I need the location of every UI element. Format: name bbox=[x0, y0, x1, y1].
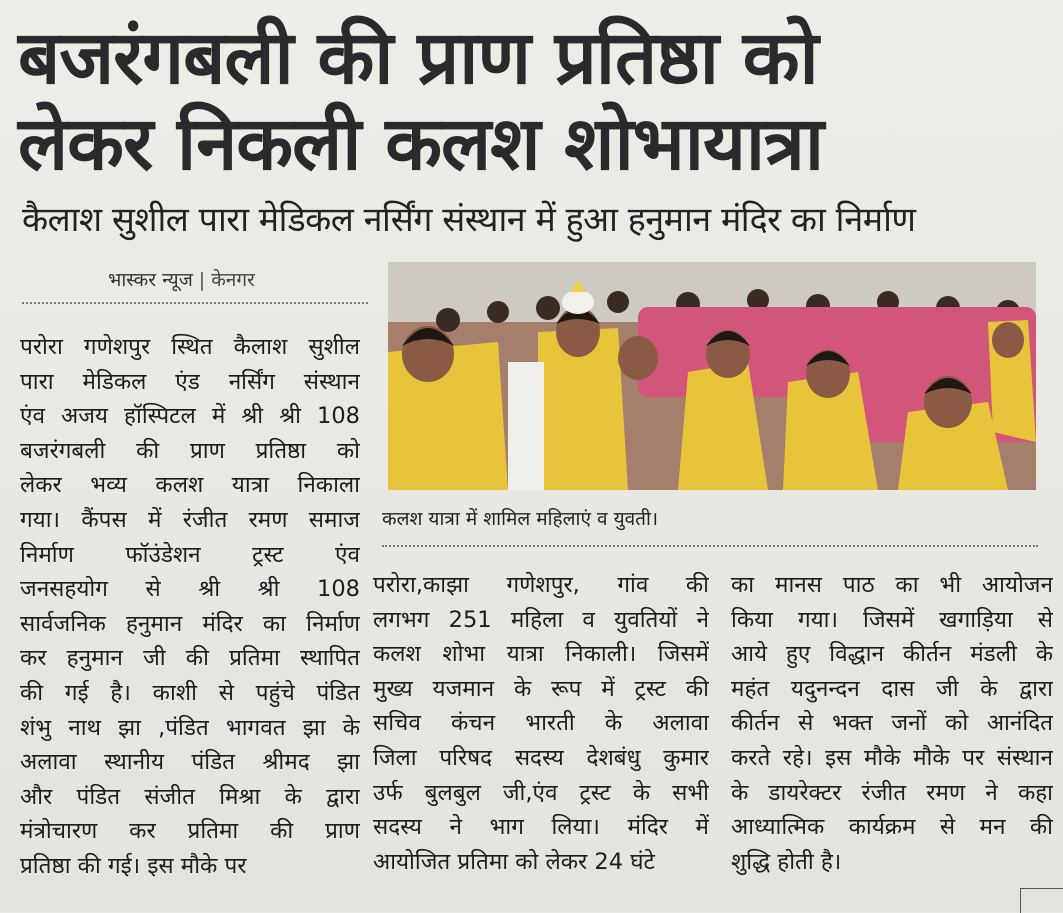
news-photo bbox=[388, 262, 1036, 490]
article-column-1 bbox=[20, 330, 360, 884]
photo-caption: कलश यात्रा में शामिल महिलाएं व युवती। bbox=[382, 508, 659, 530]
column-line: महंत यदुनन्दन दास जी के द्वारा bbox=[731, 675, 1053, 702]
procession-illustration bbox=[388, 262, 1036, 490]
column-line: परोरा,काझा गणेशपुर, गांव की bbox=[373, 572, 709, 598]
subheadline: कैलाश सुशील पारा मेडिकल नर्सिंग संस्थान में हुआ हनुमान मंदिर का निर्माण bbox=[22, 200, 916, 240]
byline-separator: | bbox=[198, 269, 206, 291]
column-line: की गई है। काशी से पहुंचे पंडित bbox=[20, 679, 360, 706]
headline-line-1: बजरंगबली की प्राण प्रतिष्ठा को bbox=[18, 15, 818, 101]
column-line: आये हुए विद्धान कीर्तन मंडली के bbox=[731, 641, 1053, 668]
column-line: मंत्रोचारण कर प्रतिमा की प्राण bbox=[20, 818, 360, 845]
column-line: कर हनुमान जी की प्रतिमा स्थापित bbox=[20, 645, 360, 672]
column-line: करते रहे। इस मौके मौके पर संस्थान bbox=[731, 744, 1053, 771]
column-line: मुख्य यजमान के रूप में ट्रस्ट की bbox=[373, 675, 709, 702]
column-line: प्रतिष्ठा की गई। इस मौके पर bbox=[20, 852, 247, 879]
column-line: एंव अजय हॉस्पिटल में श्री श्री 108 bbox=[20, 403, 360, 430]
caption-divider bbox=[382, 545, 1038, 547]
column-line: कलश शोभा यात्रा निकाली। जिसमें bbox=[373, 641, 709, 668]
column-line: किया गया। जिसमें खगाड़िया से bbox=[731, 606, 1053, 633]
column-line: आध्यात्मिक कार्यक्रम से मन की bbox=[731, 814, 1053, 841]
column-line: गया। कैंपस में रंजीत रमण समाज bbox=[20, 506, 360, 533]
column-line: सदस्य ने भाग लिया। मंदिर में bbox=[373, 814, 709, 841]
headline-line-2: लेकर निकली कलश शोभायात्रा bbox=[18, 101, 824, 187]
byline-divider bbox=[22, 302, 368, 304]
column-line: आयोजित प्रतिमा को लेकर 24 घंटे bbox=[373, 848, 655, 875]
column-line: का मानस पाठ का भी आयोजन bbox=[731, 572, 1053, 598]
byline-place: केनगर bbox=[211, 269, 255, 291]
article-column-2 bbox=[373, 568, 709, 879]
column-line: बजरंगबली की प्राण प्रतिष्ठा को bbox=[20, 437, 360, 464]
column-line: कीर्तन से भक्त जनों को आनंदित bbox=[731, 710, 1053, 737]
byline bbox=[108, 266, 255, 292]
column-line: जिला परिषद सदस्य देशबंधु कुमार bbox=[373, 744, 709, 771]
column-line: लेकर भव्य कलश यात्रा निकाला bbox=[20, 472, 360, 499]
column-line: सचिव कंचन भारती के अलावा bbox=[373, 710, 709, 737]
column-line: अलावा स्थानीय पंडित श्रीमद झा bbox=[20, 749, 360, 776]
column-line: पारा मेडिकल एंड नर्सिंग संस्थान bbox=[20, 368, 360, 395]
column-line: निर्माण फॉउंडेशन ट्रस्ट एंव bbox=[20, 541, 360, 568]
column-line: और पंडित संजीत मिश्रा के द्वारा bbox=[20, 783, 360, 810]
column-line: उर्फ बुलबुल जी,एंव ट्रस्ट के सभी bbox=[373, 779, 709, 806]
column-line: शुद्धि होती है। bbox=[731, 848, 842, 875]
column-line: जनसहयोग से श्री श्री 108 bbox=[20, 576, 360, 603]
column-line: के डायरेक्टर रंजीत रमण ने कहा bbox=[731, 779, 1053, 806]
column-line: लगभग 251 महिला व युवतियों ने bbox=[373, 606, 709, 633]
column-line: शंभु नाथ झा ,पंडित भागवत झा के bbox=[20, 714, 360, 741]
byline-agency: भास्कर न्यूज bbox=[108, 269, 193, 291]
adjacent-article-edge bbox=[1020, 888, 1063, 913]
column-line: परोरा गणेशपुर स्थित कैलाश सुशील bbox=[20, 334, 360, 360]
article-column-3 bbox=[731, 568, 1053, 879]
column-line: सार्वजनिक हनुमान मंदिर का निर्माण bbox=[20, 610, 360, 637]
